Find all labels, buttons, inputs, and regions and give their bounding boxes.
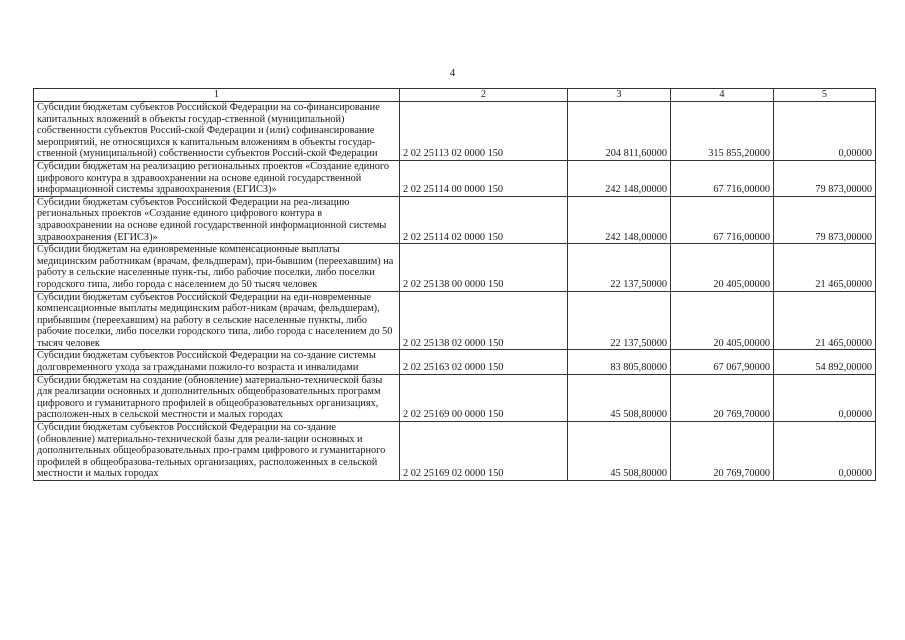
row-code: 2 02 25113 02 0000 150 — [400, 102, 568, 161]
row-name: Субсидии бюджетам на реализацию региональных проектов «Создание единого цифрового контура в здравоохранении на основе единой государственной информационной системы здравоохранения (ЕГИСЗ)» — [34, 160, 400, 196]
row-value-col4: 20 769,70000 — [671, 422, 774, 481]
table-row — [34, 244, 876, 291]
row-value-col4: 67 067,90000 — [671, 350, 774, 374]
row-value-col5: 54 892,00000 — [774, 350, 876, 374]
header-row — [34, 89, 876, 102]
table-row — [34, 160, 876, 196]
budget-table — [33, 88, 876, 481]
row-name: Субсидии бюджетам субъектов Российской Федерации на со-здание системы долговременного ухода за гражданами пожило-го возраста и инвалидами — [34, 350, 400, 374]
table-row — [34, 422, 876, 481]
page-number: 4 — [449, 67, 456, 79]
row-code: 2 02 25138 02 0000 150 — [400, 291, 568, 350]
table-row — [34, 374, 876, 421]
row-value-col5: 79 873,00000 — [774, 196, 876, 243]
row-value-col3: 22 137,50000 — [568, 291, 671, 350]
row-value-col3: 83 805,80000 — [568, 350, 671, 374]
row-code: 2 02 25138 00 0000 150 — [400, 244, 568, 291]
row-name: Субсидии бюджетам субъектов Российской Федерации на со-здание (обновление) материально-технической базы для реали-зации основных и дополнительных общеобразовательных про-грамм цифрового и гуманитарного профилей в общеобразова-тельных организациях, расположенных в сельской местности и малых городах — [34, 422, 400, 481]
table-row — [34, 196, 876, 243]
row-name: Субсидии бюджетам субъектов Российской Федерации на еди-новременные компенсационные выплаты медицинским работ-никам (врачам, фельдшерам), прибывшим (переехавшим) на работу в сельские населенные пункты, либо рабочие поселки, либо поселки городского типа, либо города с населением до 50 тысяч человек — [34, 291, 400, 350]
row-value-col3: 45 508,80000 — [568, 374, 671, 421]
row-name: Субсидии бюджетам на создание (обновление) материально-технической базы для реализации основных и дополнительных общеобразовательных программ цифрового и гуманитарного профилей в общеобразовательных организациях, расположен-ных в сельской местности и малых городах — [34, 374, 400, 421]
row-value-col3: 45 508,80000 — [568, 422, 671, 481]
row-code: 2 02 25114 02 0000 150 — [400, 196, 568, 243]
row-value-col5: 0,00000 — [774, 422, 876, 481]
table-header — [34, 89, 876, 102]
row-value-col4: 315 855,20000 — [671, 102, 774, 161]
table-row — [34, 102, 876, 161]
row-value-col4: 67 716,00000 — [671, 196, 774, 243]
row-code: 2 02 25169 02 0000 150 — [400, 422, 568, 481]
row-value-col5: 21 465,00000 — [774, 244, 876, 291]
row-value-col4: 20 769,70000 — [671, 374, 774, 421]
row-value-col5: 0,00000 — [774, 374, 876, 421]
row-value-col3: 242 148,00000 — [568, 196, 671, 243]
column-header-3: 3 — [568, 89, 671, 102]
row-code: 2 02 25114 00 0000 150 — [400, 160, 568, 196]
column-header-2: 2 — [400, 89, 568, 102]
column-header-4: 4 — [671, 89, 774, 102]
row-value-col3: 204 811,60000 — [568, 102, 671, 161]
table-row — [34, 350, 876, 374]
row-code: 2 02 25169 00 0000 150 — [400, 374, 568, 421]
column-header-5: 5 — [774, 89, 876, 102]
row-value-col5: 0,00000 — [774, 102, 876, 161]
row-value-col4: 67 716,00000 — [671, 160, 774, 196]
row-value-col3: 22 137,50000 — [568, 244, 671, 291]
row-value-col4: 20 405,00000 — [671, 291, 774, 350]
row-value-col5: 79 873,00000 — [774, 160, 876, 196]
row-name: Субсидии бюджетам субъектов Российской Федерации на реа-лизацию региональных проектов «Создание единого цифрового контура в здравоохранении на основе единой государственной информационной системы здравоохранения (ЕГИСЗ)» — [34, 196, 400, 243]
table-body — [34, 102, 876, 481]
row-name: Субсидии бюджетам субъектов Российской Федерации на со-финансирование капитальных вложений в объекты государ-ственной (муниципальной) собственности субъектов Россий-ской Федерации и (или) софинансирование мероприятий, не относящихся к капитальным вложениям в объекты государ-ственной (муниципальной) собственности субъектов Россий-ской Федерации — [34, 102, 400, 161]
row-value-col3: 242 148,00000 — [568, 160, 671, 196]
row-value-col5: 21 465,00000 — [774, 291, 876, 350]
table-row — [34, 291, 876, 350]
row-name: Субсидии бюджетам на единовременные компенсационные выплаты медицинским работникам (врачам, фельдшерам), при-бывшим (переехавшим) на работу в сельские населенные пунк-ты, либо рабочие поселки, либо поселки городского типа, либо города с населением до 50 тысяч человек — [34, 244, 400, 291]
row-code: 2 02 25163 02 0000 150 — [400, 350, 568, 374]
column-header-1: 1 — [34, 89, 400, 102]
row-value-col4: 20 405,00000 — [671, 244, 774, 291]
